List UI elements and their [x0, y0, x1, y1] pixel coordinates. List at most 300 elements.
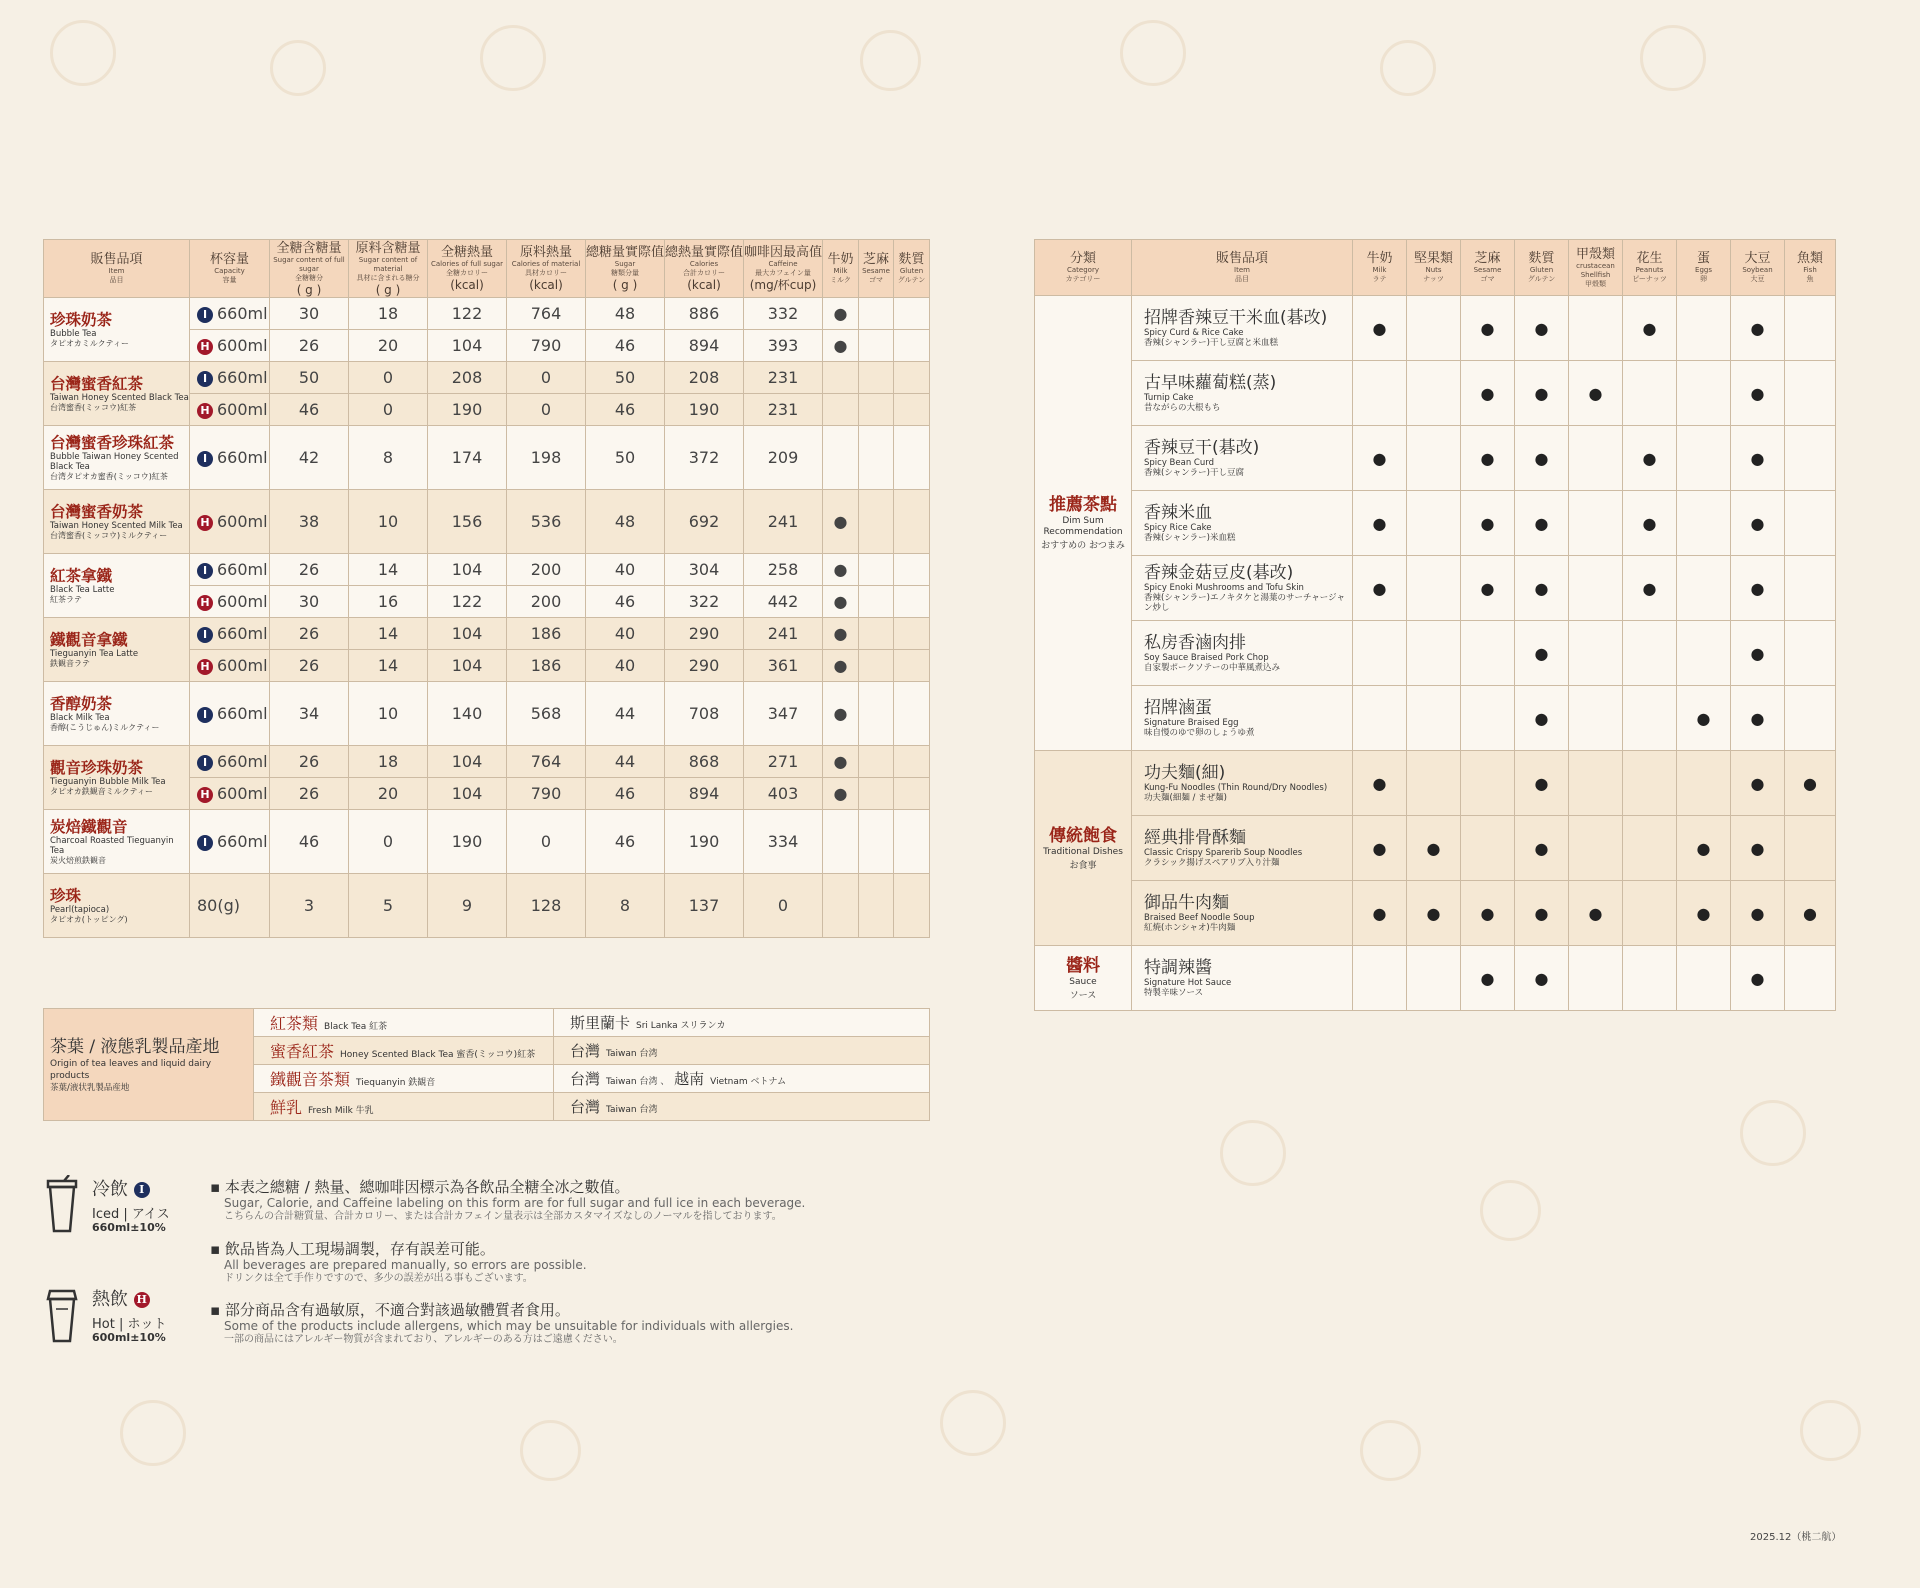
nutrition-value: 40: [586, 554, 665, 586]
drink-name-en: Black Tea Latte: [50, 584, 115, 595]
origin-product: [254, 1037, 554, 1065]
iced-badge: I: [197, 835, 213, 851]
allergen-mark: ●: [1569, 881, 1623, 946]
allergen-mark: [894, 810, 930, 874]
dish-header-cell: [1353, 240, 1407, 296]
drink-row: [44, 874, 930, 938]
allergen-mark: [894, 618, 930, 650]
nutrition-value: 290: [665, 650, 744, 682]
header-en: Item: [108, 267, 125, 275]
note-3: [210, 1301, 930, 1347]
header-jp: ミルク: [830, 276, 851, 284]
allergen-mark: [859, 746, 894, 778]
origin-product-sub: Honey Scented Black Tea 蜜香(ミッコウ)紅茶: [340, 1050, 536, 1060]
category-jp: おすすめの おつまみ: [1041, 541, 1125, 551]
allergen-mark: [1785, 296, 1836, 361]
capacity-cell: [190, 746, 270, 778]
allergen-mark: [894, 682, 930, 746]
capacity-value: 600ml: [217, 512, 268, 531]
allergen-mark: ●: [1731, 361, 1785, 426]
allergen-mark: [894, 330, 930, 362]
allergen-mark: [1353, 361, 1407, 426]
nutrition-value: 50: [586, 362, 665, 394]
nutrition-value: 0: [507, 362, 586, 394]
nutrition-value: 26: [270, 330, 349, 362]
nutrition-value: 894: [665, 778, 744, 810]
header-zh: 花生: [1636, 251, 1663, 266]
allergen-mark: [859, 298, 894, 330]
drink-name-zh: 觀音珍珠奶茶: [50, 757, 144, 777]
header-jp: ラテ: [1372, 275, 1387, 283]
drink-row: [44, 362, 930, 394]
header-jp: 具材に含まれる糖分: [356, 273, 420, 282]
allergen-mark: [894, 298, 930, 330]
header-jp: 甲殻類: [1585, 279, 1606, 288]
category-en: Traditional Dishes: [1043, 846, 1123, 857]
drink-name-en: Charcoal Roasted Tieguanyin Tea: [50, 835, 174, 856]
iced-label: [92, 1175, 154, 1201]
hot-badge: H: [197, 659, 213, 675]
nutrition-value: 186: [507, 650, 586, 682]
allergen-mark: ●: [823, 490, 859, 554]
nutrition-value: 200: [507, 554, 586, 586]
allergen-mark: ●: [823, 330, 859, 362]
nutrition-value: 34: [270, 682, 349, 746]
header-unit: ( g ): [612, 278, 638, 292]
nutrition-value: 790: [507, 330, 586, 362]
allergen-mark: [859, 426, 894, 490]
capacity-value: 660ml: [217, 560, 268, 579]
nutrition-value: 14: [349, 618, 428, 650]
nutrition-value: 231: [744, 362, 823, 394]
header-en: Capacity: [214, 267, 245, 275]
allergen-mark: [859, 682, 894, 746]
drink-header-cell: [586, 240, 665, 298]
header-jp: 卵: [1700, 275, 1707, 283]
dish-name-jp: 昔ながらの大根もち: [1144, 403, 1221, 413]
dish-name-jp: 香辣(シャンラー)干し豆腐と米血糕: [1144, 338, 1278, 348]
origin-product-zh: 蜜香紅茶: [270, 1042, 335, 1061]
allergen-mark: ●: [1623, 296, 1677, 361]
allergen-mark: [859, 490, 894, 554]
iced-volume: 660ml±10%: [92, 1221, 166, 1234]
origin-place-zh: 斯里蘭卡: [570, 1014, 631, 1032]
nutrition-value: 231: [744, 394, 823, 426]
nutrition-value: 258: [744, 554, 823, 586]
nutrition-value: 208: [665, 362, 744, 394]
allergen-mark: [894, 746, 930, 778]
dish-header-cell: [1785, 240, 1836, 296]
dish-row: [1035, 361, 1836, 426]
drink-name-zh: 珍珠: [50, 885, 82, 905]
footer-date: 2025.12（桃二航）: [1750, 1532, 1842, 1543]
dish-name-cell: [1132, 881, 1353, 946]
iced-badge: I: [197, 755, 213, 771]
header-zh: 牛奶: [1366, 251, 1393, 266]
nutrition-value: 104: [428, 554, 507, 586]
drink-name-zh: 炭焙鐵觀音: [50, 816, 128, 836]
header-zh: 魚類: [1796, 251, 1823, 266]
header-zh: 麩質: [898, 252, 925, 267]
dish-name-zh: 私房香滷肉排: [1144, 633, 1246, 653]
allergen-mark: [1785, 686, 1836, 751]
category-cell: [1035, 751, 1132, 946]
header-en: Calories of full sugar: [430, 260, 504, 268]
header-jp: 全糖糖分: [295, 273, 323, 282]
nutrition-value: 26: [270, 650, 349, 682]
dish-row: [1035, 751, 1836, 816]
dish-name-zh: 特調辣醬: [1144, 958, 1212, 978]
allergen-mark: ●: [1731, 816, 1785, 881]
dish-name-zh: 古早味蘿蔔糕(蒸): [1144, 373, 1277, 393]
allergen-mark: ●: [1731, 296, 1785, 361]
allergen-mark: ●: [1623, 426, 1677, 491]
dish-name-zh: 功夫麵(細): [1144, 763, 1226, 783]
nutrition-value: 0: [349, 810, 428, 874]
origin-place-zh: 台灣: [570, 1070, 601, 1088]
header-jp: ゴマ: [1480, 275, 1495, 283]
nutrition-value: 334: [744, 810, 823, 874]
origin-product-sub: Fresh Milk 牛乳: [308, 1106, 374, 1116]
note-zh: ▪ 本表之總糖 / 熱量、總咖啡因標示為各飲品全糖全冰之數值。: [210, 1178, 630, 1196]
dish-name-cell: [1132, 946, 1353, 1011]
capacity-cell: [190, 394, 270, 426]
header-unit: (kcal): [450, 278, 484, 292]
nutrition-value: 764: [507, 746, 586, 778]
drink-name-en: Tieguanyin Bubble Milk Tea: [50, 776, 166, 787]
note-1: [210, 1178, 930, 1224]
nutrition-value: 0: [744, 874, 823, 938]
dish-name-en: Braised Beef Noodle Soup: [1144, 913, 1255, 923]
allergen-mark: [1407, 556, 1461, 621]
drink-name-cell: [44, 490, 190, 554]
nutrition-value: 347: [744, 682, 823, 746]
drink-row: [44, 682, 930, 746]
drink-header-cell: [665, 240, 744, 298]
iced-badge: I: [197, 451, 213, 467]
drink-header-cell: [270, 240, 349, 298]
hot-volume: 600ml±10%: [92, 1331, 166, 1344]
capacity-value: 600ml: [217, 656, 268, 675]
iced-label-en: Iced | アイス: [92, 1207, 170, 1222]
header-unit: (mg/杯cup): [749, 278, 817, 292]
dish-name-cell: [1132, 686, 1353, 751]
nutrition-value: 46: [270, 810, 349, 874]
drink-name-jp: 香醇(こうじゅん)ミルクティー: [50, 722, 160, 732]
nutrition-value: 26: [270, 554, 349, 586]
dish-name-jp: 香辣(シャンラー)米血糕: [1144, 533, 1236, 543]
dish-row: [1035, 686, 1836, 751]
nutrition-value: 46: [586, 810, 665, 874]
dish-header-cell: [1623, 240, 1677, 296]
nutrition-value: 16: [349, 586, 428, 618]
nutrition-value: 104: [428, 330, 507, 362]
allergen-mark: [1407, 686, 1461, 751]
allergen-mark: [894, 650, 930, 682]
dish-row: [1035, 881, 1836, 946]
nutrition-value: 174: [428, 426, 507, 490]
dish-name-en: Spicy Curd & Rice Cake: [1144, 328, 1244, 338]
allergen-mark: [859, 394, 894, 426]
nutrition-value: 26: [270, 778, 349, 810]
nutrition-value: 209: [744, 426, 823, 490]
allergen-mark: [894, 426, 930, 490]
allergen-mark: ●: [1461, 491, 1515, 556]
capacity-value: 600ml: [217, 592, 268, 611]
header-en: Sesame: [1473, 266, 1502, 274]
allergen-mark: [1569, 491, 1623, 556]
dish-name-jp: 香辣(シャンラー)干し豆腐: [1144, 468, 1244, 478]
nutrition-value: 708: [665, 682, 744, 746]
allergen-mark: [1677, 491, 1731, 556]
nutrition-value: 868: [665, 746, 744, 778]
dish-header-cell: [1461, 240, 1515, 296]
nutrition-value: 271: [744, 746, 823, 778]
hot-badge: H: [197, 339, 213, 355]
drink-name-zh: 台灣蜜香紅茶: [50, 373, 144, 393]
allergen-mark: ●: [823, 586, 859, 618]
hot-label: [92, 1285, 154, 1311]
capacity-cell: [190, 618, 270, 650]
capacity-value: 660ml: [217, 832, 268, 851]
iced-badge: I: [197, 307, 213, 323]
category-zh: 推薦茶點: [1049, 495, 1117, 515]
nutrition-value: 536: [507, 490, 586, 554]
allergen-mark: ●: [1515, 361, 1569, 426]
allergen-mark: [1785, 621, 1836, 686]
dish-name-jp: 香辣(シャンラー)エノキタケと湯葉のサーチャージャン炒し: [1144, 593, 1345, 613]
drink-name-zh: 香醇奶茶: [50, 693, 113, 713]
allergen-mark: ●: [823, 554, 859, 586]
dish-row: [1035, 296, 1836, 361]
nutrition-value: 0: [507, 810, 586, 874]
dish-header-cell: [1132, 240, 1353, 296]
dish-name-en: Spicy Bean Curd: [1144, 458, 1214, 468]
header-en: crustacean Shellfish: [1576, 261, 1615, 279]
nutrition-value: 46: [586, 330, 665, 362]
allergen-mark: ●: [1731, 621, 1785, 686]
capacity-cell: [190, 810, 270, 874]
allergen-mark: [1677, 751, 1731, 816]
drink-header-cell: [894, 240, 930, 298]
allergen-mark: ●: [1731, 881, 1785, 946]
allergen-mark: [1677, 556, 1731, 621]
nutrition-value: 372: [665, 426, 744, 490]
dish-name-jp: クラシック揚げスペアリブ入り汁麺: [1144, 858, 1280, 868]
nutrition-value: 42: [270, 426, 349, 490]
dish-header-cell: [1515, 240, 1569, 296]
nutrition-value: 104: [428, 618, 507, 650]
capacity-value: 80(g): [197, 896, 240, 915]
allergen-mark: ●: [1623, 556, 1677, 621]
nutrition-value: 894: [665, 330, 744, 362]
drink-name-jp: 紅茶ラテ: [50, 594, 82, 604]
nutrition-value: 10: [349, 682, 428, 746]
drink-nutrition-table: [43, 239, 930, 938]
header-jp: 容量: [222, 276, 237, 284]
header-jp: グルテン: [1527, 275, 1556, 283]
allergen-mark: [823, 362, 859, 394]
food-allergen-table: [1034, 239, 1836, 1011]
dish-name-jp: 自家製ポークソテーの中華風煮込み: [1144, 663, 1281, 673]
drink-header-cell: [859, 240, 894, 298]
header-jp: ピーナッツ: [1632, 275, 1667, 283]
allergen-mark: [1785, 491, 1836, 556]
allergen-mark: [859, 650, 894, 682]
allergen-mark: [859, 810, 894, 874]
allergen-mark: ●: [1515, 686, 1569, 751]
origin-product-sub: Tiequanyin 鉄観音: [356, 1078, 436, 1088]
drink-name-jp: 台湾タピオカ蜜香(ミッコウ)紅茶: [50, 471, 168, 481]
nutrition-value: 104: [428, 778, 507, 810]
nutrition-value: 40: [586, 650, 665, 682]
nutrition-value: 44: [586, 746, 665, 778]
nutrition-value: 18: [349, 298, 428, 330]
nutrition-value: 48: [586, 298, 665, 330]
drink-name-cell: [44, 362, 190, 426]
dish-row: [1035, 946, 1836, 1011]
allergen-mark: [1407, 751, 1461, 816]
allergen-mark: ●: [1353, 491, 1407, 556]
origin-place: [554, 1009, 930, 1037]
nutrition-value: 137: [665, 874, 744, 938]
nutrition-value: 50: [270, 362, 349, 394]
header-en: Sugar content of material: [358, 255, 418, 273]
hot-label-zh: 熱飲: [92, 1289, 128, 1310]
drink-name-zh: 台灣蜜香珍珠紅茶: [50, 432, 175, 452]
dish-name-zh: 經典排骨酥麵: [1144, 828, 1246, 848]
allergen-mark: [859, 554, 894, 586]
dish-header-cell: [1407, 240, 1461, 296]
nutrition-value: 128: [507, 874, 586, 938]
nutrition-value: 186: [507, 618, 586, 650]
iced-badge: I: [197, 707, 213, 723]
origin-place: [554, 1093, 930, 1121]
drink-row: [44, 746, 930, 778]
capacity-cell: [190, 586, 270, 618]
allergen-mark: ●: [1461, 426, 1515, 491]
drink-row: [44, 426, 930, 490]
allergen-mark: [1569, 426, 1623, 491]
category-cell: [1035, 946, 1132, 1011]
allergen-mark: [823, 394, 859, 426]
allergen-mark: [1623, 816, 1677, 881]
nutrition-value: 692: [665, 490, 744, 554]
allergen-mark: [1407, 361, 1461, 426]
dish-name-en: Classic Crispy Sparerib Soup Noodles: [1144, 848, 1303, 858]
header-jp: 品目: [1235, 275, 1249, 283]
allergen-mark: ●: [1515, 946, 1569, 1011]
allergen-mark: [1569, 751, 1623, 816]
drink-name-en: Bubble Taiwan Honey Scented Black Tea: [50, 451, 179, 472]
allergen-mark: [1353, 686, 1407, 751]
allergen-mark: ●: [1407, 816, 1461, 881]
dish-name-jp: 功夫麺(細麺 / まぜ麺): [1144, 793, 1227, 803]
header-en: Fish: [1803, 266, 1817, 274]
drink-name-en: Bubble Tea: [50, 328, 97, 339]
allergen-mark: ●: [1515, 816, 1569, 881]
nutrition-value: 442: [744, 586, 823, 618]
allergen-mark: [1785, 946, 1836, 1011]
nutrition-value: 5: [349, 874, 428, 938]
allergen-mark: [1623, 881, 1677, 946]
allergen-mark: ●: [1515, 621, 1569, 686]
allergen-mark: ●: [1515, 881, 1569, 946]
origin-product: [254, 1009, 554, 1037]
allergen-mark: ●: [1353, 556, 1407, 621]
hot-label-en: Hot | ホット: [92, 1317, 167, 1332]
nutrition-value: 361: [744, 650, 823, 682]
capacity-value: 660ml: [217, 368, 268, 387]
origin-product: [254, 1065, 554, 1093]
origin-place-sub: Taiwan 台湾 、: [606, 1077, 670, 1087]
header-jp: ゴマ: [869, 276, 883, 284]
allergen-mark: [1623, 946, 1677, 1011]
allergen-mark: [1785, 816, 1836, 881]
nutrition-value: 20: [349, 778, 428, 810]
nutrition-value: 140: [428, 682, 507, 746]
origin-place: [554, 1065, 930, 1093]
header-zh: 堅果類: [1413, 251, 1453, 266]
drink-name-zh: 紅茶拿鐵: [50, 565, 113, 585]
header-en: Caffeine: [768, 260, 798, 268]
allergen-mark: ●: [1353, 816, 1407, 881]
dish-name-zh: 招牌香辣豆干米血(碁改): [1144, 308, 1328, 328]
allergen-mark: [1677, 946, 1731, 1011]
header-unit: ( g ): [296, 282, 322, 297]
header-zh: 杯容量: [209, 252, 249, 267]
allergen-mark: ●: [823, 298, 859, 330]
header-en: Sesame: [862, 267, 890, 275]
origin-label-en: Origin of tea leaves and liquid dairy products: [50, 1058, 212, 1081]
nutrition-value: 46: [586, 394, 665, 426]
iced-badge: I: [134, 1182, 150, 1198]
nutrition-value: 764: [507, 298, 586, 330]
nutrition-value: 10: [349, 490, 428, 554]
header-unit: (kcal): [687, 278, 721, 292]
dish-name-zh: 香辣米血: [1144, 503, 1212, 523]
dish-name-cell: [1132, 361, 1353, 426]
hot-cup-icon: [46, 1285, 78, 1343]
drink-name-jp: タピオカ(トッピング): [50, 914, 128, 924]
allergen-mark: [1461, 686, 1515, 751]
header-unit: (kcal): [529, 278, 563, 292]
capacity-value: 660ml: [217, 752, 268, 771]
dish-name-en: Kung-Fu Noodles (Thin Round/Dry Noodles): [1144, 783, 1328, 793]
capacity-value: 660ml: [217, 448, 268, 467]
nutrition-value: 18: [349, 746, 428, 778]
nutrition-value: 3: [270, 874, 349, 938]
allergen-mark: ●: [823, 746, 859, 778]
nutrition-value: 304: [665, 554, 744, 586]
drink-name-en: Tieguanyin Tea Latte: [50, 648, 139, 659]
allergen-mark: ●: [1569, 361, 1623, 426]
nutrition-value: 568: [507, 682, 586, 746]
header-unit: ( g ): [375, 282, 401, 297]
header-en: Milk: [1372, 266, 1387, 274]
allergen-mark: ●: [1731, 426, 1785, 491]
allergen-mark: [1407, 621, 1461, 686]
origin-place2-sub: Vietnam ベトナム: [710, 1077, 787, 1087]
header-zh: 甲殼類: [1575, 246, 1615, 262]
capacity-cell: [190, 682, 270, 746]
allergen-mark: [1677, 621, 1731, 686]
allergen-mark: ●: [1461, 296, 1515, 361]
nutrition-value: 393: [744, 330, 823, 362]
allergen-mark: [894, 554, 930, 586]
dish-name-cell: [1132, 751, 1353, 816]
allergen-mark: [1461, 816, 1515, 881]
